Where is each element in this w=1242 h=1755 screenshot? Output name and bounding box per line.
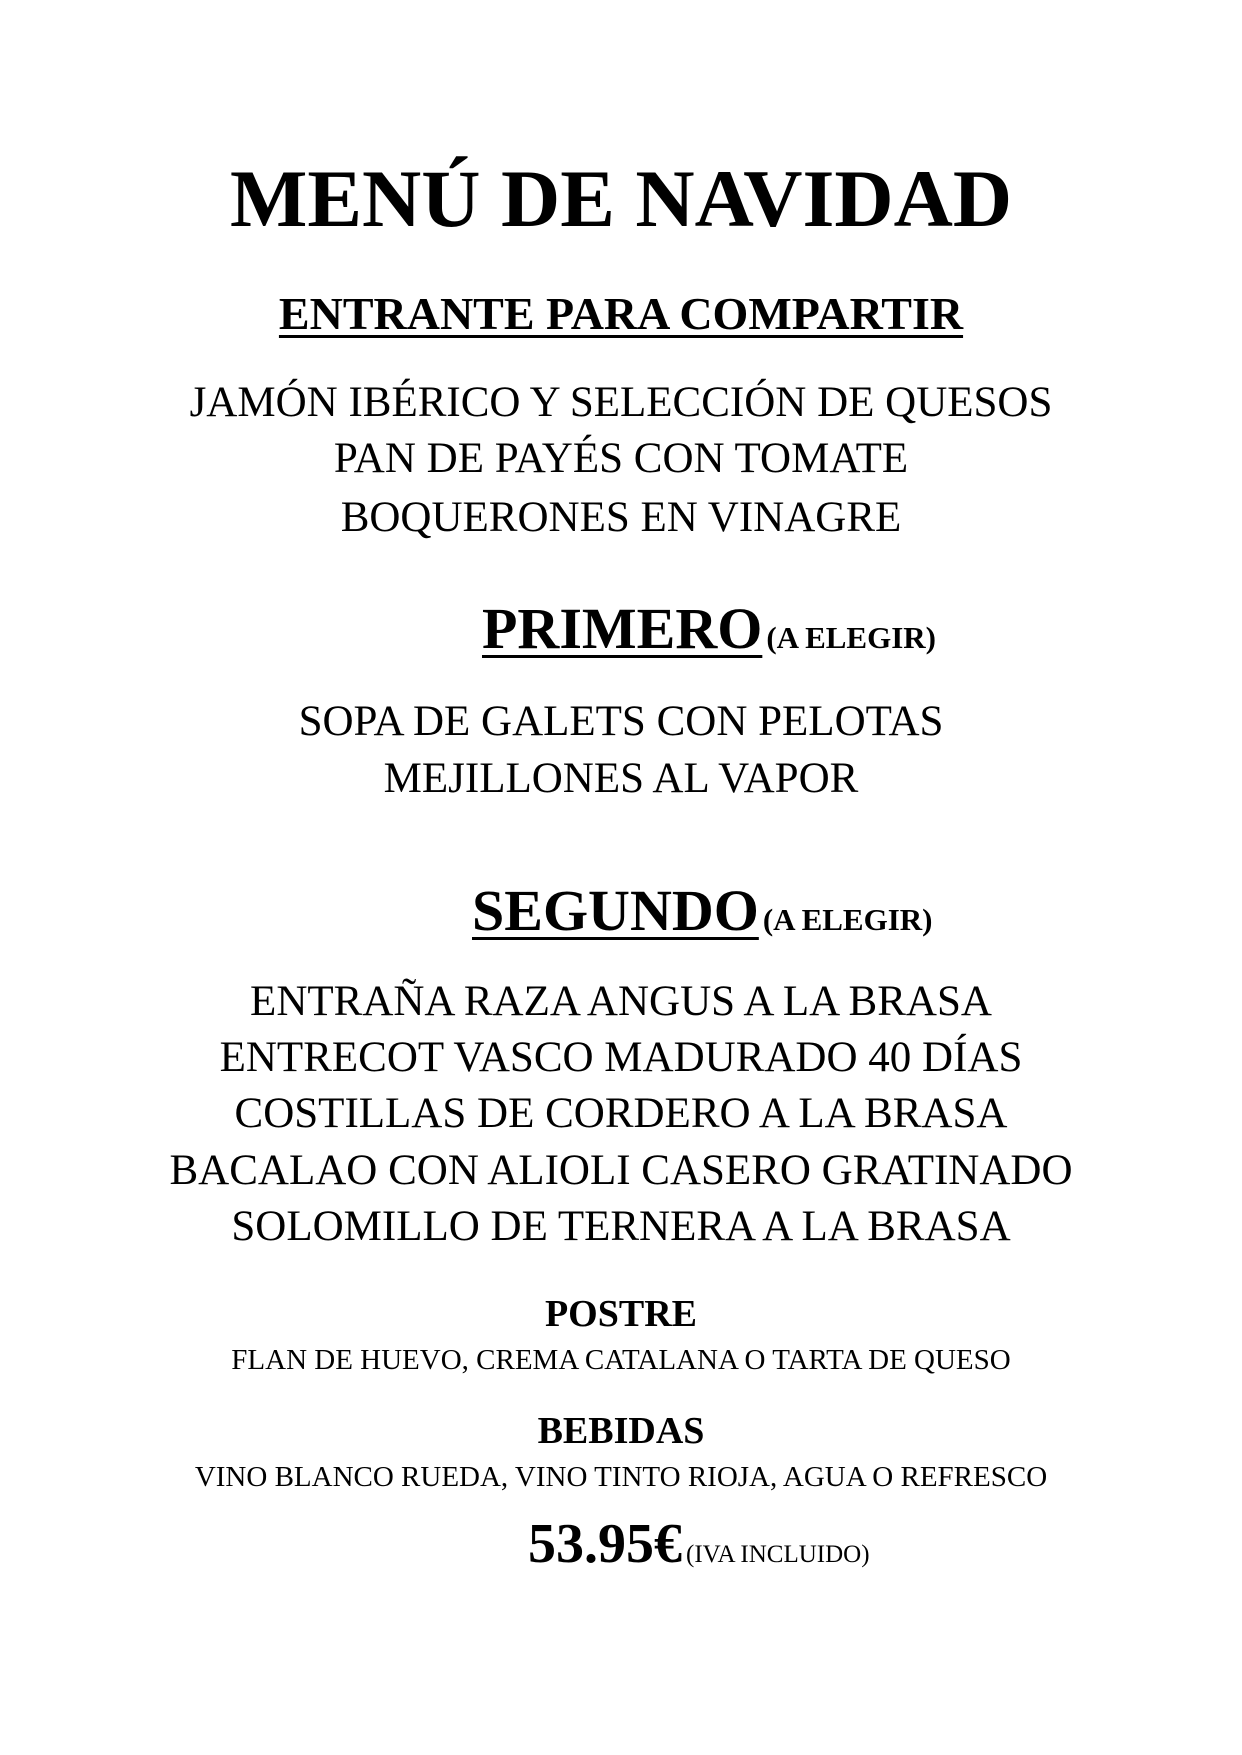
entrante-item: PAN DE PAYÉS CON TOMATE: [333, 435, 909, 482]
segundo-item: BACALAO CON ALIOLI CASERO GRATINADO: [169, 1147, 1073, 1194]
primero-note: (A ELEGIR): [766, 620, 936, 655]
menu-title: MENÚ DE NAVIDAD: [229, 153, 1013, 244]
price-amount: 53.95€: [528, 1513, 682, 1575]
bebidas-heading: BEBIDAS: [537, 1410, 705, 1452]
primero-heading: PRIMERO: [482, 596, 763, 661]
primero-item: MEJILLONES AL VAPOR: [383, 755, 859, 802]
segundo-heading-row: [472, 878, 933, 943]
entrante-item: JAMÓN IBÉRICO Y SELECCIÓN DE QUESOS: [189, 379, 1053, 426]
segundo-item: COSTILLAS DE CORDERO A LA BRASA: [234, 1090, 1008, 1137]
postre-heading: POSTRE: [544, 1293, 698, 1335]
segundo-note: (A ELEGIR): [762, 902, 933, 937]
primero-item: SOPA DE GALETS CON PELOTAS: [298, 698, 944, 745]
segundo-heading: SEGUNDO: [472, 878, 759, 943]
entrante-item: BOQUERONES EN VINAGRE: [340, 494, 902, 541]
postre-text: FLAN DE HUEVO, CREMA CATALANA O TARTA DE QUESO: [231, 1344, 1011, 1376]
price-note: (IVA INCLUIDO): [686, 1541, 870, 1568]
primero-heading-row: [482, 596, 936, 661]
price-row: [528, 1513, 870, 1575]
segundo-item: ENTRAÑA RAZA ANGUS A LA BRASA: [250, 978, 992, 1025]
segundo-item: ENTRECOT VASCO MADURADO 40 DÍAS: [219, 1034, 1023, 1081]
segundo-item: SOLOMILLO DE TERNERA A LA BRASA: [231, 1203, 1011, 1250]
bebidas-text: VINO BLANCO RUEDA, VINO TINTO RIOJA, AGUA O REFRESCO: [194, 1461, 1048, 1493]
entrante-heading: ENTRANTE PARA COMPARTIR: [278, 288, 964, 339]
